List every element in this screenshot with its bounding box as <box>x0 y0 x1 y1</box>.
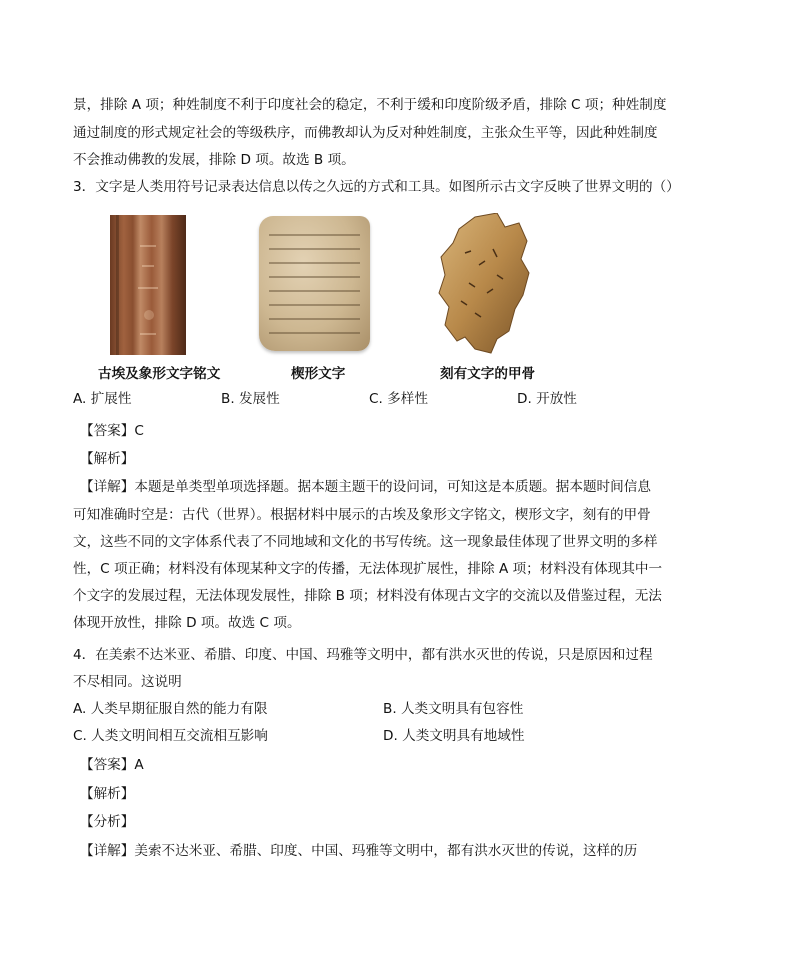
q3-option-c: C. 多样性 <box>369 391 428 407</box>
q3-option-a: A. 扩展性 <box>73 391 132 407</box>
q3-answer: 【答案】C <box>80 423 144 439</box>
question-3-stem: 3．文字是人类用符号记录表达信息以传之久远的方式和工具。如图所示古文字反映了世界文明的（） <box>73 179 680 195</box>
caption-oracle-bone: 刻有文字的甲骨 <box>440 366 536 382</box>
caption-cuneiform: 楔形文字 <box>291 366 346 382</box>
q4-answer: 【答案】A <box>80 757 144 773</box>
intro-line-3: 不会推动佛教的发展，排除 D 项。故选 B 项。 <box>73 152 355 168</box>
intro-line-2: 通过制度的形式规定社会的等级秩序，而佛教却认为反对种姓制度，主张众生平等，因此种姓制度 <box>73 125 658 141</box>
q4-option-c: C. 人类文明间相互交流相互影响 <box>73 728 268 744</box>
q4-detail-line-1: 【详解】美索不达米亚、希腊、印度、中国、玛雅等文明中，都有洪水灭世的传说，这样的历 <box>80 843 638 859</box>
q4-analysis-label: 【解析】 <box>80 786 135 802</box>
q4-fenxi-label: 【分析】 <box>80 814 135 830</box>
oracle-bone-image <box>435 213 531 356</box>
q4-option-d: D. 人类文明具有地域性 <box>383 728 525 744</box>
intro-line-1: 景，排除 A 项；种姓制度不利于印度社会的稳定，不利于缓和印度阶级矛盾，排除 C 项；种姓制度 <box>73 97 667 113</box>
q4-option-b: B. 人类文明具有包容性 <box>383 701 524 717</box>
caption-egyptian: 古埃及象形文字铭文 <box>98 366 221 382</box>
egyptian-hieroglyph-image <box>110 215 186 355</box>
question-4-stem-line-2: 不尽相同。这说明 <box>73 674 182 690</box>
q3-analysis-label: 【解析】 <box>80 451 135 467</box>
q3-detail-line-5: 个文字的发展过程，无法体现发展性，排除 B 项；材料没有体现古文字的交流以及借鉴过程，无法 <box>73 588 662 604</box>
q3-detail-line-1: 【详解】本题是单类型单项选择题。据本题主题干的设问词，可知这是本质题。据本题时间信息 <box>80 479 651 495</box>
q3-option-b: B. 发展性 <box>221 391 280 407</box>
q3-option-d: D. 开放性 <box>517 391 577 407</box>
q3-detail-line-6: 体现开放性，排除 D 项。故选 C 项。 <box>73 615 301 631</box>
q3-detail-line-4: 性，C 项正确；材料没有体现某种文字的传播，无法体现扩展性，排除 A 项；材料没有体现其中一 <box>73 561 663 577</box>
q3-detail-line-2: 可知准确时空是：古代（世界）。根据材料中展示的古埃及象形文字铭文，楔形文字，刻有的甲骨 <box>73 507 651 523</box>
cuneiform-tablet-image <box>259 216 370 351</box>
question-4-stem-line-1: 4．在美索不达米亚、希腊、印度、中国、玛雅等文明中，都有洪水灭世的传说，只是原因和过程 <box>73 647 653 663</box>
q4-option-a: A. 人类早期征服自然的能力有限 <box>73 701 268 717</box>
q3-detail-line-3: 文，这些不同的文字体系代表了不同地域和文化的书写传统。这一现象最佳体现了世界文明的多样 <box>73 534 658 550</box>
